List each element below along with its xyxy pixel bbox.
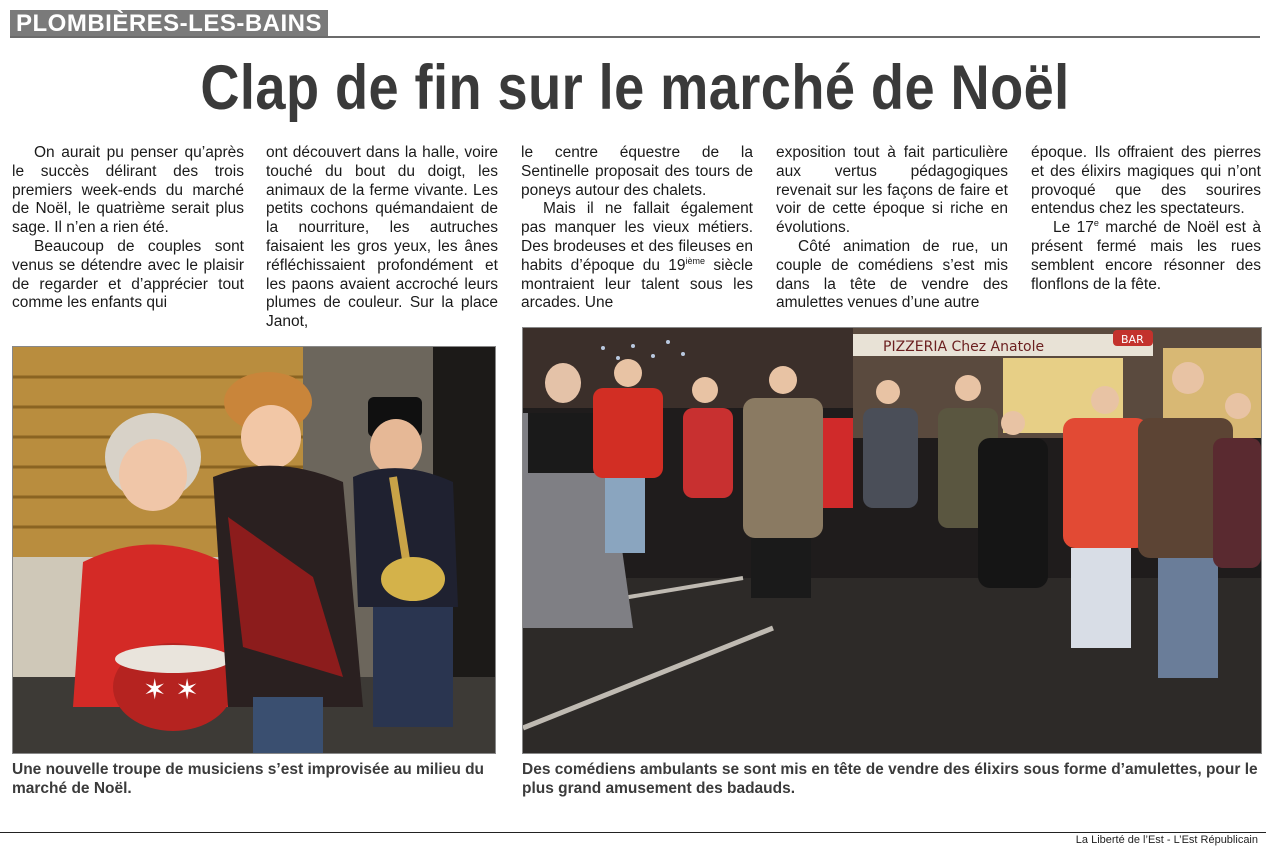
article-column-1	[12, 144, 244, 313]
paragraph: ont découvert dans la halle, voire touché du bout du doigt, les animaux de la ferme vivante. Les petits cochons quémandaient de la nourriture, les autruches faisaient les gros yeux, les ânes réfléchissaient profondément et les paons avaient accroché leurs plumes de couleur. Sur la place Janot,	[266, 144, 498, 331]
paragraph: le centre équestre de la Sentinelle proposait des tours de poneys autour des chalets.	[521, 144, 753, 199]
caption-photo-2: Des comédiens ambulants se sont mis en tête de vendre des élixirs sous forme d’amulettes, pour le plus grand amusement des badauds.	[522, 761, 1258, 797]
photo-children-musicians	[12, 346, 496, 754]
article-column-4	[776, 144, 1008, 313]
article-column-3	[521, 144, 753, 313]
pizzeria-sign: PIZZERIA Chez Anatole	[883, 339, 1045, 355]
text-run: siècle montraient leur talent sous les arcades. Une	[521, 256, 753, 312]
caption-photo-1: Une nouvelle troupe de musiciens s’est improvisée au milieu du marché de Noël.	[12, 761, 485, 797]
article-column-5	[1031, 144, 1261, 294]
section-kicker: PLOMBIÈRES-LES-BAINS	[10, 10, 328, 36]
superscript: e	[1093, 218, 1099, 229]
superscript: ième	[685, 255, 706, 266]
kicker-bar	[10, 10, 1260, 38]
paragraph	[1031, 219, 1261, 294]
bar-sign: BAR	[1121, 333, 1144, 346]
text-run: marché de Noël est à présent fermé mais les rues semblent encore résonner des flonflons de la fête.	[1031, 219, 1261, 293]
children-musicians-illustration	[13, 347, 495, 753]
svg-text:✶ ✶: ✶ ✶	[143, 673, 199, 706]
footer-rule	[0, 832, 1266, 833]
paragraph: On aurait pu penser qu’après le succès délirant des trois premiers week-ends du marché de Noël, le quatrième serait plus sage. Il n’en a rien été.	[12, 144, 244, 237]
footer-credit: La Liberté de l’Est - L’Est Républicain	[1075, 834, 1258, 846]
paragraph: exposition tout à fait particulière aux vertus pédagogiques revenait sur les façons de faire et voir de cette époque si riche en évolutions.	[776, 144, 1008, 237]
street-comedians-illustration	[523, 328, 1261, 753]
photo-street-comedians	[522, 327, 1262, 754]
paragraph: Côté animation de rue, un couple de comédiens s’est mis dans la tête de vendre des amulettes venues d’une autre	[776, 237, 1008, 312]
headline: Clap de fin sur le marché de Noël	[200, 53, 1070, 123]
paragraph	[521, 200, 753, 313]
text-run: Le 17	[1053, 219, 1094, 237]
paragraph: époque. Ils offraient des pierres et des élixirs magiques qui n’ont provoqué que des sourires entendus chez les spectateurs.	[1031, 144, 1261, 218]
article-column-2	[266, 144, 498, 332]
text-run: Mais il ne fallait également pas manquer les vieux métiers. Des brodeuses et des fileuses en habits d’époque du 19	[521, 200, 753, 274]
paragraph: Beaucoup de couples sont venus se détendre avec le plaisir de regarder et d’apprécier tout comme les enfants qui	[12, 237, 244, 312]
